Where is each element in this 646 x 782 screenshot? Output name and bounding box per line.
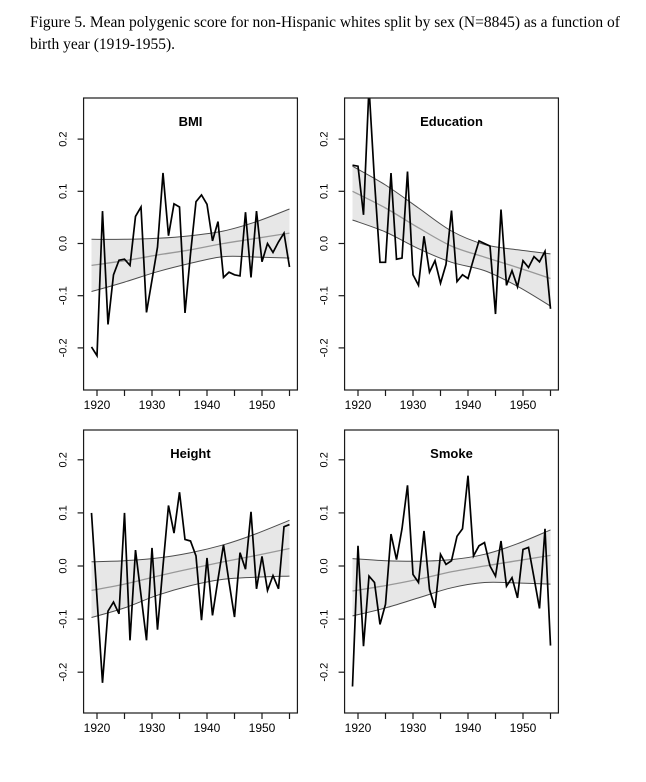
y-axis-tick-label: -0.2: [318, 338, 331, 358]
caption-line-1: Figure 5. Mean polygenic score for non-Hispanic whites split by sex (N=8845) as a function of: [30, 14, 620, 31]
y-axis-tick-label: 0.0: [318, 235, 331, 252]
x-axis-tick-label: 1940: [454, 398, 482, 412]
y-axis-tick-label: 0.0: [318, 558, 331, 574]
y-axis-tick-label: 0.2: [57, 452, 70, 468]
y-axis-tick-label: 0.0: [57, 235, 70, 252]
x-axis-tick-label: 1940: [454, 721, 482, 735]
y-axis-tick-label: -0.2: [318, 662, 331, 682]
caption-line-2: birth year (1919-1955).: [30, 36, 176, 53]
y-axis-tick-label: 0.1: [318, 183, 331, 199]
x-axis-tick-label: 1950: [248, 721, 276, 735]
y-axis-tick-label: -0.2: [57, 338, 70, 358]
y-axis-tick-label: 0.0: [57, 558, 70, 574]
y-axis-tick-label: -0.1: [57, 609, 70, 629]
x-axis-tick-label: 1930: [138, 721, 166, 735]
panel-title: BMI: [178, 114, 203, 129]
panel-title: Smoke: [430, 446, 473, 461]
data-line: [92, 492, 290, 683]
panel-title: Height: [170, 446, 211, 461]
x-axis-tick-label: 1940: [193, 398, 221, 412]
y-axis-tick-label: -0.2: [57, 662, 70, 682]
x-axis-tick-label: 1920: [83, 721, 111, 735]
y-axis-tick-label: -0.1: [318, 609, 331, 629]
x-axis-tick-label: 1930: [399, 721, 427, 735]
y-axis-tick-label: 0.2: [318, 131, 331, 147]
x-axis-tick-label: 1920: [344, 398, 372, 412]
x-axis-tick-label: 1950: [509, 721, 537, 735]
x-axis-tick-label: 1930: [399, 398, 427, 412]
y-axis-tick-label: 0.2: [57, 131, 70, 147]
y-axis-tick-label: 0.2: [318, 452, 331, 468]
x-axis-tick-label: 1930: [138, 398, 166, 412]
panel-height: [58, 430, 298, 735]
panel-bmi: [58, 98, 298, 412]
y-axis-tick-label: 0.1: [57, 505, 70, 521]
x-axis-tick-label: 1940: [193, 721, 221, 735]
y-axis-tick-label: 0.1: [318, 505, 331, 521]
panel-title: Education: [420, 114, 483, 129]
x-axis-tick-label: 1950: [509, 398, 537, 412]
y-axis-tick-label: 0.1: [57, 183, 70, 199]
x-axis-tick-label: 1920: [344, 721, 372, 735]
panel-smoke: [319, 430, 559, 735]
x-axis-tick-label: 1920: [83, 398, 111, 412]
x-axis-tick-label: 1950: [248, 398, 276, 412]
ci-band: [353, 166, 551, 306]
panel-education: [319, 87, 559, 412]
y-axis-tick-label: -0.1: [57, 286, 70, 306]
y-axis-tick-label: -0.1: [318, 286, 331, 306]
